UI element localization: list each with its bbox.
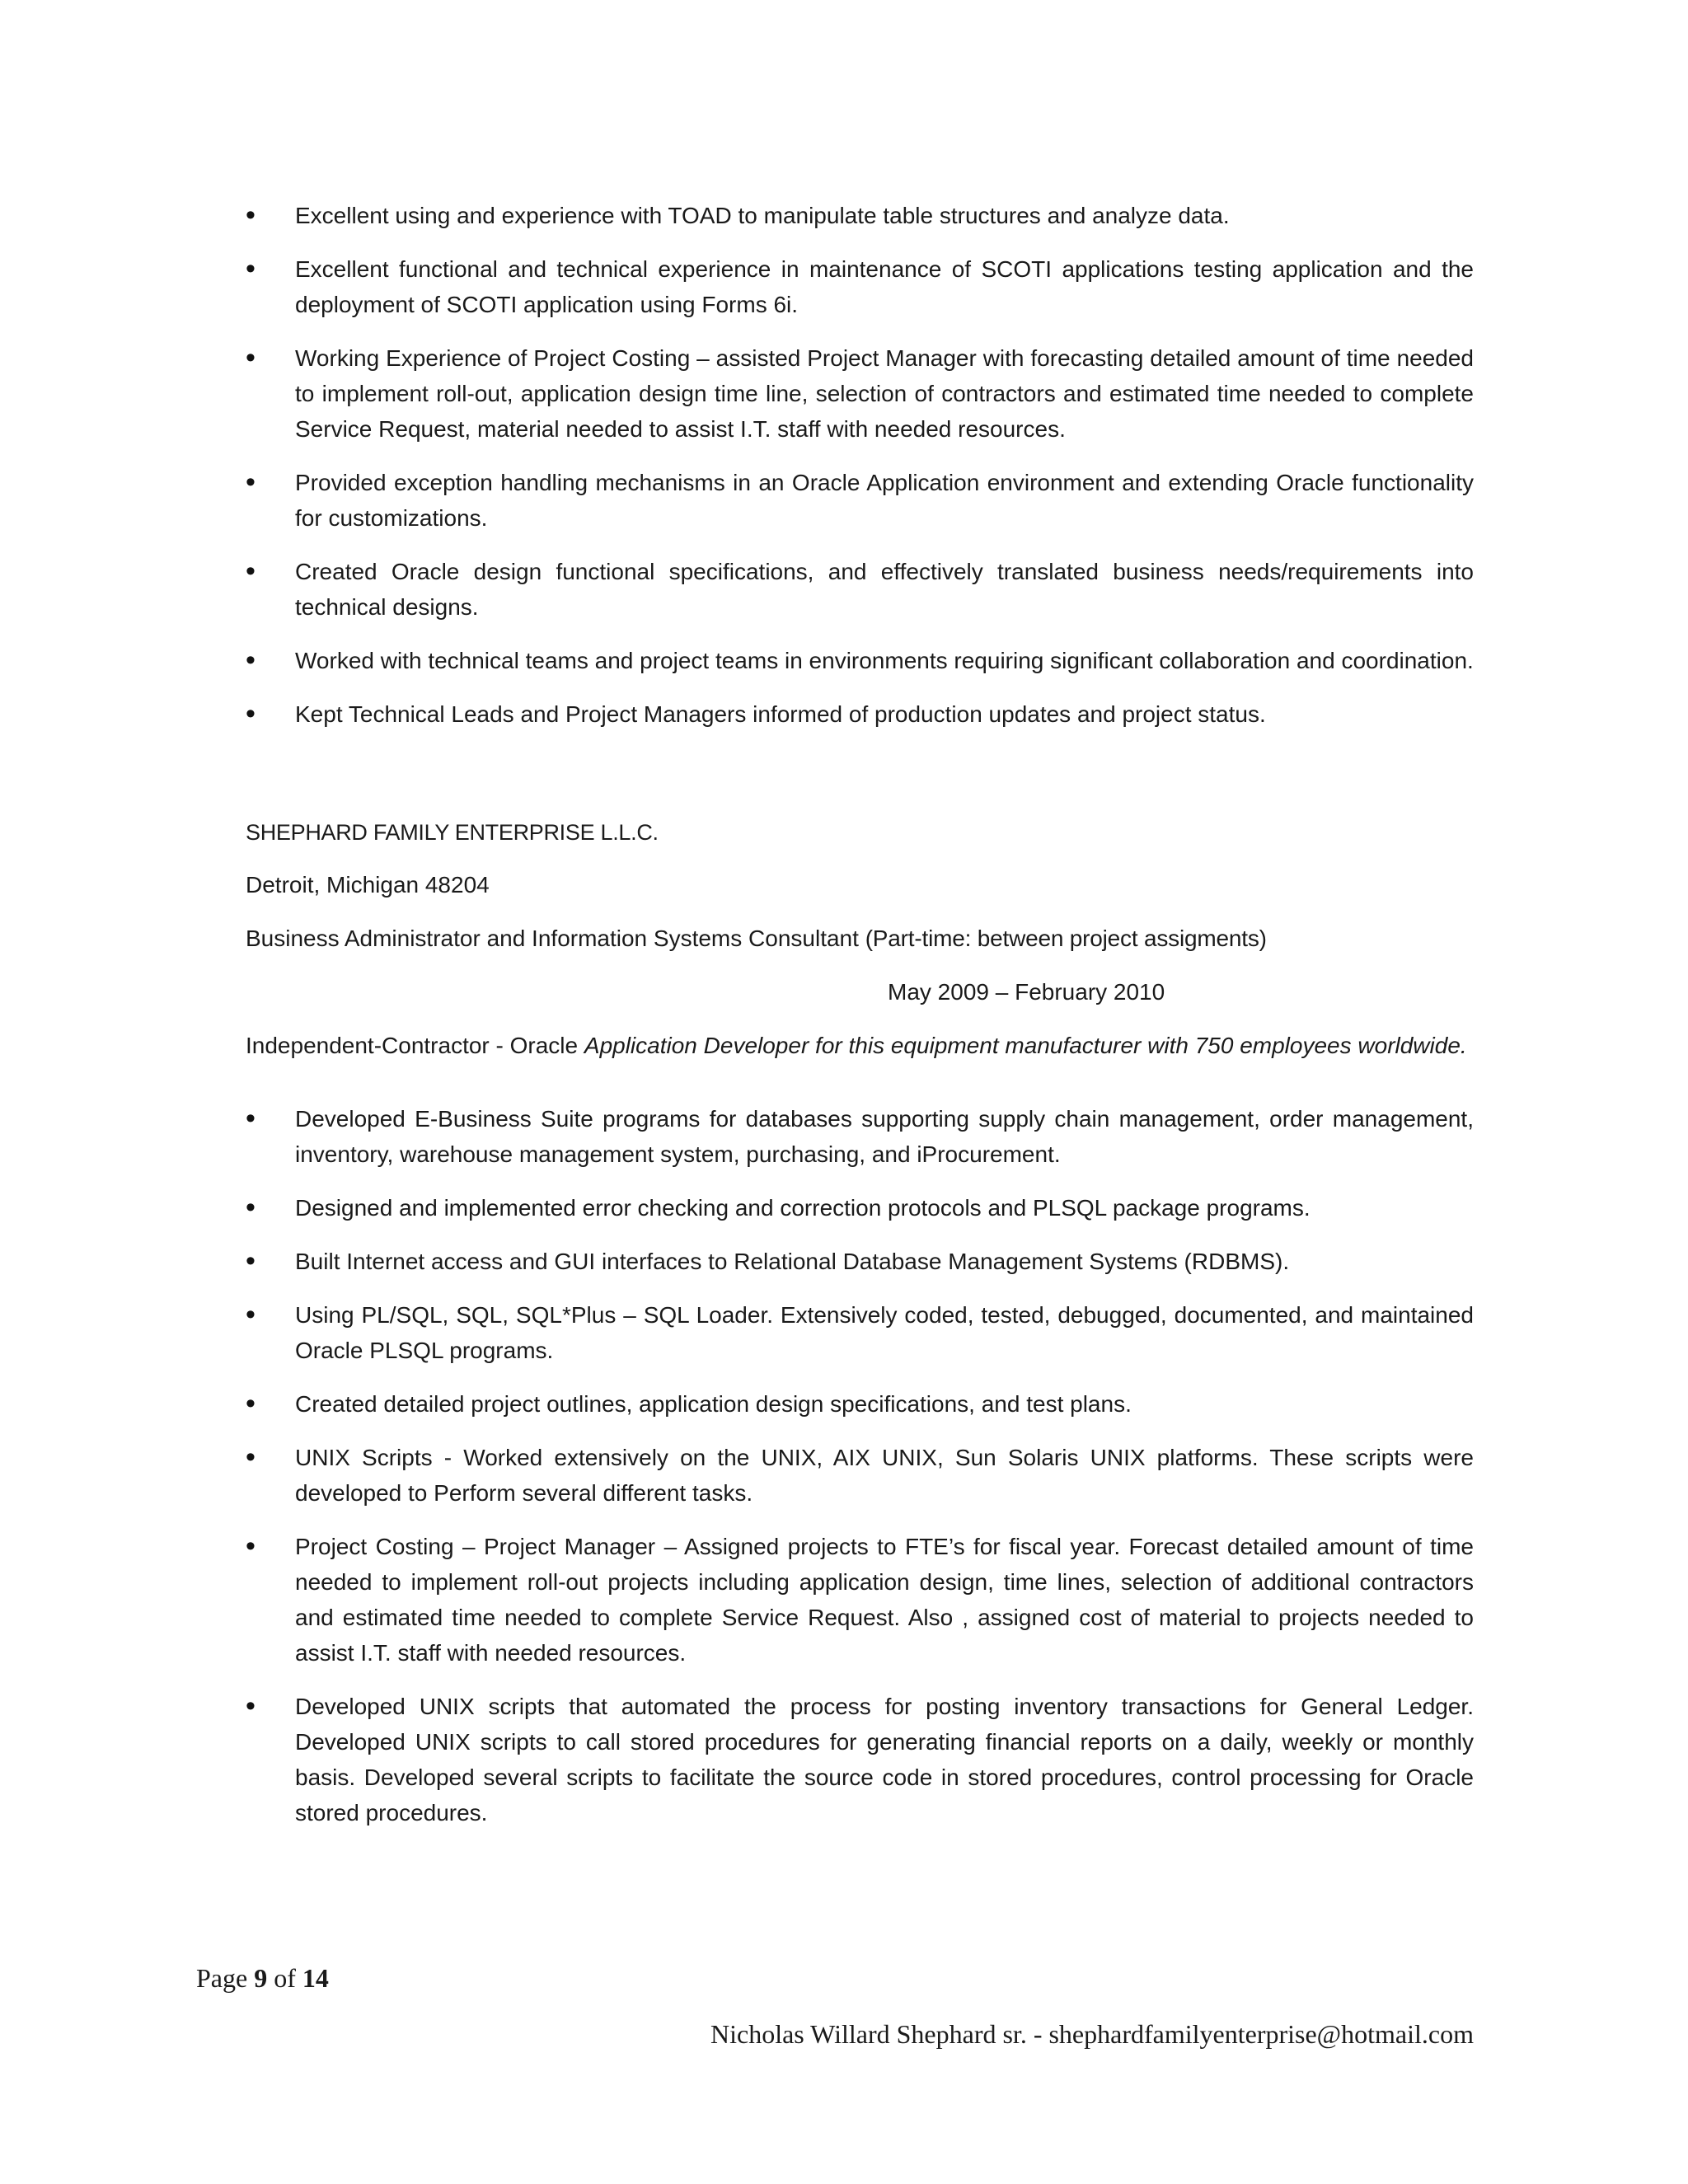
section-spacer (246, 750, 1474, 816)
list-item: • Developed E-Business Suite programs for databases supporting supply chain management, order management, inventory, warehouse management system, purchasing, and iProcurement. (246, 1101, 1474, 1172)
list-item: • Project Costing – Project Manager – Assigned projects to FTE’s for fiscal year. Forecast detailed amount of time needed to implement roll-out projects including application design, time lines, selection of additional contractors and estimated time needed to complete Service Request. Also , assigned cost of material to projects needed to assist I.T. staff with needed resources. (246, 1529, 1474, 1671)
job-title: Business Administrator and Information Systems Consultant (246, 926, 859, 951)
page-of: of (274, 1963, 296, 1993)
page-label: Page (196, 1963, 248, 1993)
list-item: • UNIX Scripts - Worked extensively on the UNIX, AIX UNIX, Sun Solaris UNIX platforms. These scripts were developed to Perform several different tasks. (246, 1440, 1474, 1511)
list-item: • Developed UNIX scripts that automated the process for posting inventory transactions for General Ledger. Developed UNIX scripts to call stored procedures for generating financial reports on a daily, weekly or monthly basis. Developed several scripts to facilitate the source code in stored procedures, control processing for Oracle stored procedures. (246, 1689, 1474, 1830)
page-current: 9 (254, 1963, 268, 1993)
list-item: • Created Oracle design functional specifications, and effectively translated business needs/requirements into technical designs. (246, 554, 1474, 625)
role-desc: Application Developer for this equipment manufacturer with 750 employees worldwide. (584, 1033, 1467, 1058)
list-item: • Kept Technical Leads and Project Managers informed of production updates and project status. (246, 696, 1474, 732)
page-content (246, 198, 1474, 1849)
role-description (246, 1028, 1474, 1063)
author-contact-line: Nicholas Willard Shephard sr. - shephardfamilyenterprise@hotmail.com (710, 2019, 1474, 2049)
page-number (196, 1963, 329, 1994)
list-item: • Provided exception handling mechanisms in an Oracle Application environment and extending Oracle functionality for customizations. (246, 465, 1474, 536)
skills-bullet-list (246, 198, 1474, 732)
list-item: • Working Experience of Project Costing – assisted Project Manager with forecasting detailed amount of time needed to implement roll-out, application design time line, selection of contractors and estimated time needed to complete Service Request, material needed to assist I.T. staff with needed resources. (246, 340, 1474, 447)
list-item: • Using PL/SQL, SQL, SQL*Plus – SQL Loader. Extensively coded, tested, debugged, documented, and maintained Oracle PLSQL programs. (246, 1297, 1474, 1368)
list-item: • Built Internet access and GUI interfaces to Relational Database Management Systems (RDBMS). (246, 1244, 1474, 1279)
company-location: Detroit, Michigan 48204 (246, 872, 490, 898)
job-dates: May 2009 – February 2010 (888, 979, 1165, 1005)
list-item: • Excellent using and experience with TOAD to manipulate table structures and analyze data. (246, 198, 1474, 233)
company-name: SHEPHARD FAMILY ENTERPRISE L.L.C. (246, 820, 659, 845)
role-prefix: Independent-Contractor - Oracle (246, 1033, 579, 1058)
list-item: • Excellent functional and technical experience in maintenance of SCOTI applications testing application and the deployment of SCOTI application using Forms 6i. (246, 251, 1474, 322)
page-total: 14 (302, 1963, 329, 1993)
job-title-line (246, 921, 1474, 956)
list-item: • Designed and implemented error checking and correction protocols and PLSQL package programs. (246, 1190, 1474, 1226)
list-item: • Worked with technical teams and project teams in environments requiring significant collaboration and coordination. (246, 643, 1474, 678)
list-item: • Created detailed project outlines, application design specifications, and test plans. (246, 1386, 1474, 1422)
job-title-note: (Part-time: between project assigments) (865, 926, 1267, 951)
job-bullet-list (246, 1101, 1474, 1830)
